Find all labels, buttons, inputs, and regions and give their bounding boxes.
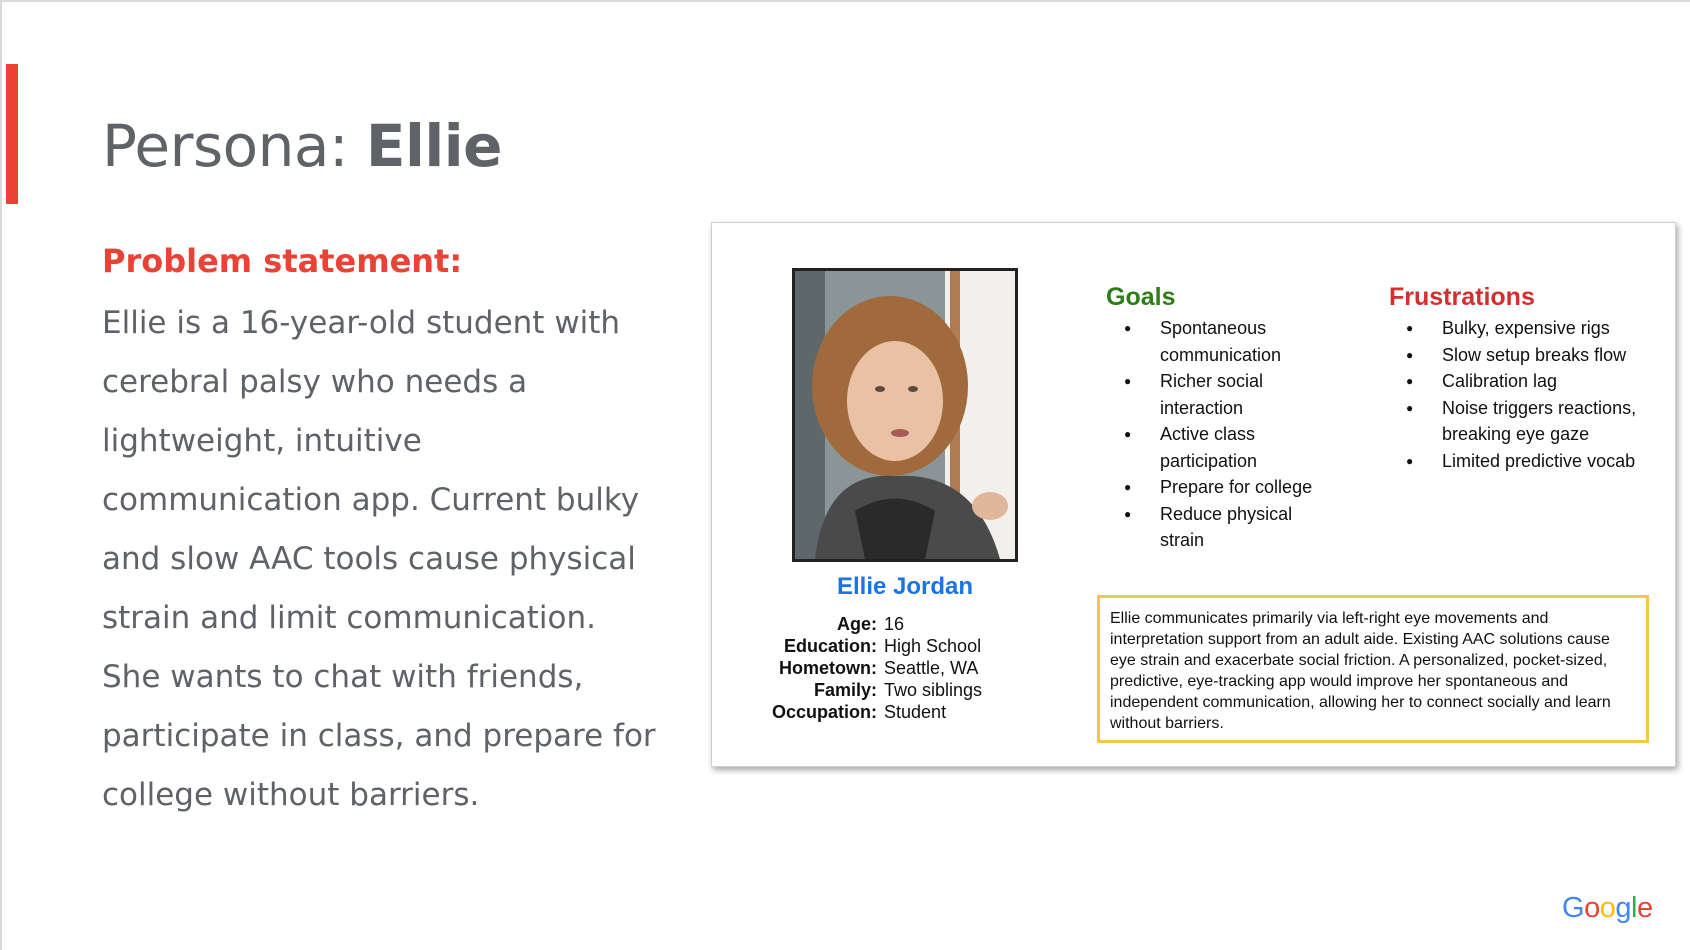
problem-statement-text: Ellie is a 16-year-old student with cerebral palsy who needs a lightweight, intuitive communication app. Current bulky and slow AAC tools cause physical strain and limit communication. She wants to chat with friends, participate in class, and prepare for college without barriers. [102, 305, 656, 813]
frustration-item: ● Calibration lag [1395, 368, 1665, 395]
goal-item: ● Richer social interaction [1113, 368, 1323, 421]
logo-letter: g [1615, 892, 1631, 924]
goals-heading: Goals [1106, 283, 1176, 311]
fact-key: Age: [837, 614, 878, 634]
goals-list [1113, 315, 1323, 554]
fact-key: Education: [784, 636, 878, 656]
frustrations-heading: Frustrations [1389, 283, 1535, 311]
goal-item: ● Active class participation [1113, 421, 1323, 474]
logo-letter: l [1630, 892, 1637, 924]
page-title [102, 112, 502, 180]
fact-row [772, 613, 982, 635]
frustration-item: ● Bulky, expensive rigs [1395, 315, 1665, 342]
accent-bar [6, 64, 18, 204]
fact-value: Two siblings [884, 680, 983, 700]
persona-full-name: Ellie Jordan [836, 573, 974, 600]
persona-card [711, 222, 1676, 767]
logo-letter: e [1636, 892, 1653, 924]
fact-key: Occupation: [772, 702, 878, 722]
fact-row [772, 701, 982, 723]
title-prefix: Persona: [102, 112, 366, 180]
frustrations-list [1395, 315, 1665, 474]
goal-item: ● Prepare for college [1113, 474, 1323, 501]
google-logo [1562, 892, 1653, 925]
fact-row [772, 657, 982, 679]
frustration-item: ● Slow setup breaks flow [1395, 342, 1665, 369]
persona-photo-image [795, 271, 1015, 559]
frustration-item: ● Noise triggers reactions, breaking eye gaze [1395, 395, 1665, 448]
goal-item: ● Spontaneous communication [1113, 315, 1323, 368]
fact-value: Student [884, 702, 947, 722]
logo-letter: G [1562, 892, 1585, 924]
persona-facts [772, 613, 982, 723]
fact-value: High School [884, 636, 982, 656]
title-persona-name: Ellie [365, 112, 503, 180]
fact-value: Seattle, WA [884, 658, 979, 678]
fact-key: Hometown: [779, 658, 878, 678]
persona-summary-box: Ellie communicates primarily via left-right eye movements and interpretation support from an adult aide. Existing AAC solutions cause eye strain and exacerbate social friction. A personalized, pocket-sized, predictive, eye-tracking app would improve her spontaneous and independent communication, allowing her to connect socially and learn without barriers. [1097, 595, 1649, 743]
fact-row [772, 679, 982, 701]
fact-key: Family: [813, 680, 878, 700]
problem-statement-label: Problem statement: [102, 242, 463, 280]
fact-row [772, 635, 982, 657]
logo-letter: o [1599, 892, 1616, 924]
goal-item: ● Reduce physical strain [1113, 501, 1323, 554]
logo-letter: o [1584, 892, 1600, 924]
fact-value: 16 [884, 614, 905, 634]
persona-photo [792, 268, 1018, 562]
frustration-item: ● Limited predictive vocab [1395, 448, 1665, 475]
